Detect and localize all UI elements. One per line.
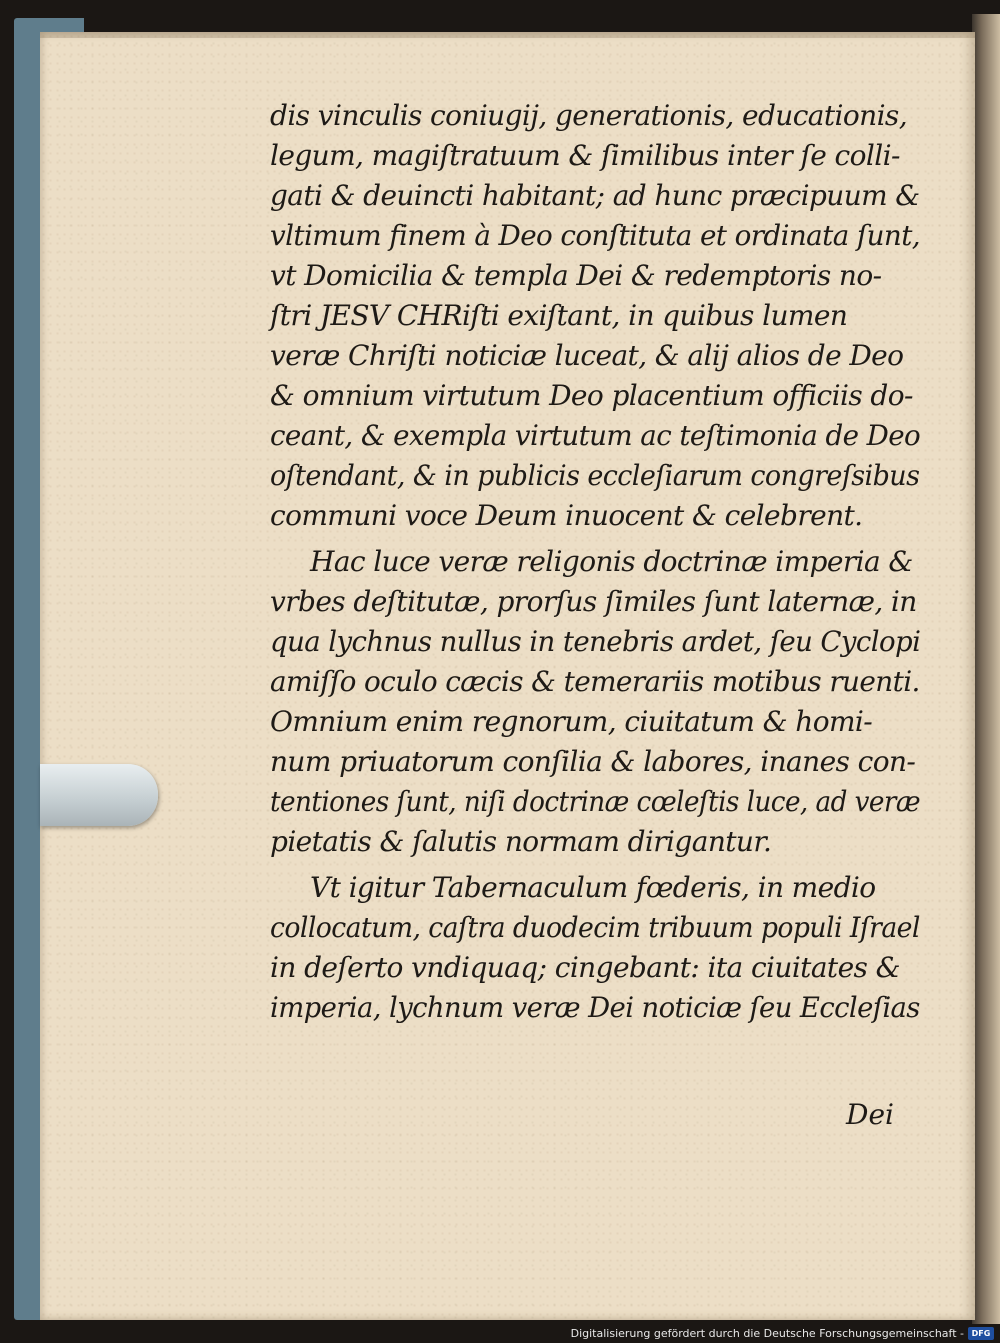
dfg-logo-text: DFG <box>971 1329 991 1338</box>
dfg-logo <box>968 1327 994 1340</box>
text-line: collocatum, caſtra duodecim tribuum populi Iſrael <box>270 911 920 944</box>
text-line: amiſſo oculo cæcis & temerariis motibus ruenti. <box>270 665 920 698</box>
text-line: oſtendant, & in publicis eccleſiarum congreſsibus <box>270 459 920 492</box>
text-line: vrbes deſtitutæ, prorſus ſimiles ſunt laternæ, in <box>270 585 917 618</box>
text-line: ſtri JESV CHRiſti exiſtant, in quibus lumen <box>270 299 848 332</box>
catchword: Dei <box>846 1098 894 1131</box>
credit-text: Digitalisierung gefördert durch die Deutsche Forschungsgemeinschaft - <box>570 1327 964 1340</box>
text-line: dis vinculis coniugij, generationis, educationis, <box>270 99 907 132</box>
text-line: vt Domicilia & templa Dei & redemptoris no- <box>270 259 882 292</box>
text-line: communi voce Deum inuocent & celebrent. <box>270 499 863 532</box>
text-line: pietatis & ſalutis normam dirigantur. <box>270 825 772 858</box>
text-line: gati & deuincti habitant; ad hunc præcipuum & <box>270 179 920 212</box>
text-line: num priuatorum conſilia & labores, inanes con- <box>270 745 916 778</box>
text-line: tentiones ſunt, niſi doctrinæ cœleſtis luce, ad veræ <box>270 785 921 818</box>
facing-page-edge <box>972 14 1000 1324</box>
text-line: Omnium enim regnorum, ciuitatum & homi- <box>270 705 873 738</box>
text-line: veræ Chriſti noticiæ luceat, & alij alios de Deo <box>270 339 904 372</box>
text-line: in deſerto vndiquaq; cingebant: ita ciuitates & <box>270 951 900 984</box>
page-clip <box>40 764 158 826</box>
paragraph-start-line: Hac luce veræ religonis doctrinæ imperia & <box>310 545 913 578</box>
paragraph-start-line: Vt igitur Tabernaculum fœderis, in medio <box>310 871 876 904</box>
text-line: vltimum finem à Deo conſtituta et ordinata ſunt, <box>270 219 920 252</box>
digitization-credit <box>571 1327 994 1340</box>
text-line: legum, magiſtratuum & ſimilibus inter ſe colli- <box>270 139 900 172</box>
text-line: ceant, & exempla virtutum ac teſtimonia de Deo <box>270 419 921 452</box>
text-line: qua lychnus nullus in tenebris ardet, ſeu Cyclopi <box>270 625 921 658</box>
text-line: & omnium virtutum Deo placentium officiis do- <box>270 379 913 412</box>
text-line: imperia, lychnum veræ Dei noticiæ ſeu Eccleſias <box>270 991 920 1024</box>
